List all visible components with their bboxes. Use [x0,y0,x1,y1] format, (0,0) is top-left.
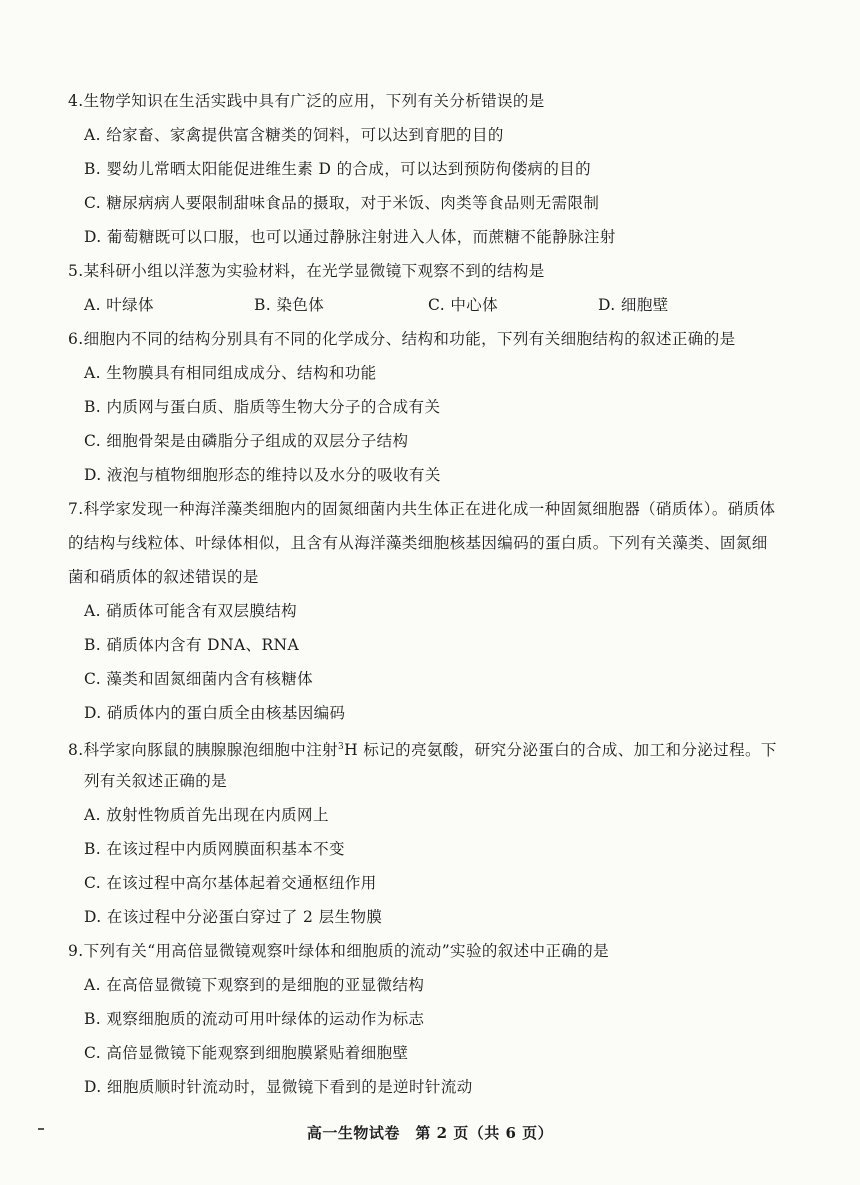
question-stem-line-3: 菌和硝质体的叙述错误的是 [68,568,259,586]
option-c: C. 在该过程中高尔基体起着交通枢纽作用 [84,874,377,892]
stem-suffix: H 标记的亮氨酸，研究分泌蛋白的合成、加工和分泌过程。下 [344,741,777,759]
option-a: A. 在高倍显微镜下观察到的是细胞的亚显微结构 [84,976,425,994]
option-d: D. 细胞质顺时针流动时，显微镜下看到的是逆时针流动 [84,1078,473,1096]
question-5 [68,254,808,322]
option-c: C. 藻类和固氮细菌内含有核糖体 [84,670,314,688]
question-9 [68,934,808,1104]
option-b: B. 观察细胞质的流动可用叶绿体的运动作为标志 [84,1010,425,1028]
question-stem-line-1 [68,730,808,764]
exam-page [68,84,808,1104]
options-row [68,288,808,322]
option-b: B. 硝质体内含有 DNA、RNA [84,636,300,654]
option-a: A. 放射性物质首先出现在内质网上 [84,806,329,824]
isotope-superscript: 3 [338,742,345,752]
question-stem: 4.生物学知识在生活实践中具有广泛的应用，下列有关分析错误的是 [68,92,545,110]
option-d: D. 在该过程中分泌蛋白穿过了 2 层生物膜 [84,908,383,926]
option-c: C. 糖尿病病人要限制甜味食品的摄取，对于米饭、肉类等食品则无需限制 [84,194,600,212]
question-7 [68,492,808,730]
option-d: D. 液泡与植物细胞形态的维持以及水分的吸收有关 [84,466,441,484]
option-c: C. 中心体 [428,296,499,314]
option-b: B. 内质网与蛋白质、脂质等生物大分子的合成有关 [84,398,441,416]
question-stem-line-1: 7.科学家发现一种海洋藻类细胞内的固氮细菌内共生体正在进化成一种固氮细胞器（硝质体）。硝质体 [68,500,776,518]
option-a: A. 硝质体可能含有双层膜结构 [84,602,298,620]
question-stem: 6.细胞内不同的结构分别具有不同的化学成分、结构和功能，下列有关细胞结构的叙述正确的是 [68,330,736,348]
option-c: C. 细胞骨架是由磷脂分子组成的双层分子结构 [84,432,409,450]
question-4 [68,84,808,254]
question-8 [68,730,808,934]
option-b: B. 婴幼儿常晒太阳能促进维生素 D 的合成，可以达到预防佝偻病的目的 [84,160,592,178]
option-d: D. 细胞壁 [598,296,669,314]
option-a: A. 叶绿体 [84,296,154,314]
question-stem: 9.下列有关“用高倍显微镜观察叶绿体和细胞质的流动”实验的叙述中正确的是 [68,942,610,960]
option-c: C. 高倍显微镜下能观察到细胞膜紧贴着细胞壁 [84,1044,409,1062]
option-d: D. 硝质体内的蛋白质全由核基因编码 [84,704,346,722]
option-b: B. 在该过程中内质网膜面积基本不变 [84,840,345,858]
stem-prefix: 8.科学家向豚鼠的胰腺腺泡细胞中注射 [68,741,338,759]
option-b: B. 染色体 [254,296,325,314]
question-stem: 5.某科研小组以洋葱为实验材料，在光学显微镜下观察不到的结构是 [68,262,545,280]
page-footer: 高一生物试卷 第 2 页（共 6 页） [306,1124,554,1142]
option-a: A. 生物膜具有相同组成成分、结构和功能 [84,364,377,382]
question-6 [68,322,808,492]
option-d: D. 葡萄糖既可以口服，也可以通过静脉注射进入人体，而蔗糖不能静脉注射 [84,228,616,246]
option-a: A. 给家畜、家禽提供富含糖类的饲料，可以达到育肥的目的 [84,126,504,144]
question-stem-line-2: 的结构与线粒体、叶绿体相似，且含有从海洋藻类细胞核基因编码的蛋白质。下列有关藻类、固氮细 [68,534,768,552]
question-stem-line-2: 列有关叙述正确的是 [84,772,228,790]
